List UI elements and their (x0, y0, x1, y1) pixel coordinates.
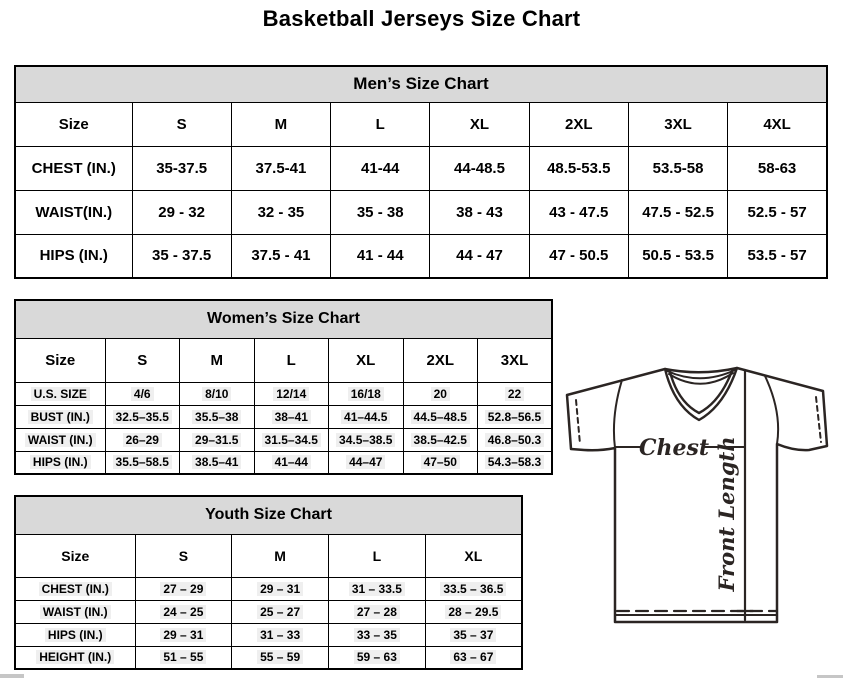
size-value-cell: 25 – 27 (232, 600, 329, 623)
table-title: Women’s Size Chart (15, 300, 552, 338)
size-value-cell: 43 - 47.5 (529, 190, 628, 234)
size-value-cell: 27 – 28 (329, 600, 426, 623)
size-column-header: L (254, 338, 329, 382)
size-value-cell: 53.5 - 57 (728, 234, 827, 278)
size-value-cell: 48.5-53.5 (529, 146, 628, 190)
row-label: WAIST(IN.) (15, 190, 132, 234)
size-corner-header: Size (15, 338, 105, 382)
size-value-cell: 31 – 33.5 (329, 577, 426, 600)
size-value-cell: 33.5 – 36.5 (425, 577, 522, 600)
row-label: HIPS (IN.) (15, 623, 135, 646)
row-label: HIPS (IN.) (15, 451, 105, 474)
size-value-cell: 31.5–34.5 (254, 428, 329, 451)
size-header-row (15, 338, 552, 382)
womens-size-chart (14, 299, 553, 473)
size-value-cell: 26–29 (105, 428, 180, 451)
size-value-cell: 37.5-41 (231, 146, 330, 190)
size-value-cell: 44–47 (329, 451, 404, 474)
size-value-cell: 29 – 31 (232, 577, 329, 600)
size-value-cell: 29 – 31 (135, 623, 232, 646)
row-label: CHEST (IN.) (15, 146, 132, 190)
size-value-cell: 52.8–56.5 (478, 405, 553, 428)
size-column-header: XL (430, 102, 529, 146)
table-row (15, 623, 522, 646)
size-value-cell: 29–31.5 (180, 428, 255, 451)
size-value-cell: 38–41 (254, 405, 329, 428)
horizontal-scrollbar-fragment-left[interactable] (0, 674, 24, 678)
size-column-header: S (132, 102, 231, 146)
size-value-cell: 35.5–58.5 (105, 451, 180, 474)
size-value-cell: 46.8–50.3 (478, 428, 553, 451)
size-header-row (15, 102, 827, 146)
size-value-cell: 28 – 29.5 (425, 600, 522, 623)
size-value-cell: 35 - 37.5 (132, 234, 231, 278)
size-value-cell: 24 – 25 (135, 600, 232, 623)
mens-chart-table (14, 65, 828, 279)
size-value-cell: 12/14 (254, 382, 329, 405)
size-value-cell: 47.5 - 52.5 (628, 190, 727, 234)
size-column-header: 2XL (403, 338, 478, 382)
size-value-cell: 47 - 50.5 (529, 234, 628, 278)
size-value-cell: 55 – 59 (232, 646, 329, 669)
size-value-cell: 27 – 29 (135, 577, 232, 600)
size-column-header: 4XL (728, 102, 827, 146)
size-value-cell: 44.5–48.5 (403, 405, 478, 428)
horizontal-scrollbar-fragment-right[interactable] (817, 675, 843, 678)
row-label: HEIGHT (IN.) (15, 646, 135, 669)
size-value-cell: 37.5 - 41 (231, 234, 330, 278)
size-value-cell: 20 (403, 382, 478, 405)
size-value-cell: 35.5–38 (180, 405, 255, 428)
table-row (15, 234, 827, 278)
size-value-cell: 44 - 47 (430, 234, 529, 278)
youth-size-chart (14, 495, 523, 670)
size-column-header: XL (329, 338, 404, 382)
size-value-cell: 54.3–58.3 (478, 451, 553, 474)
size-value-cell: 41-44 (331, 146, 430, 190)
table-row (15, 405, 552, 428)
size-value-cell: 33 – 35 (329, 623, 426, 646)
size-value-cell: 63 – 67 (425, 646, 522, 669)
size-column-header: S (135, 534, 232, 577)
size-header-row (15, 534, 522, 577)
size-corner-header: Size (15, 102, 132, 146)
size-value-cell: 32 - 35 (231, 190, 330, 234)
jersey-diagram-svg (558, 364, 840, 630)
size-value-cell: 38 - 43 (430, 190, 529, 234)
size-value-cell: 44-48.5 (430, 146, 529, 190)
size-value-cell: 16/18 (329, 382, 404, 405)
size-column-header: M (232, 534, 329, 577)
size-value-cell: 38.5–42.5 (403, 428, 478, 451)
size-value-cell: 58-63 (728, 146, 827, 190)
row-label: BUST (IN.) (15, 405, 105, 428)
table-row (15, 428, 552, 451)
size-column-header: XL (425, 534, 522, 577)
chest-label: Chest (638, 435, 710, 461)
size-column-header: S (105, 338, 180, 382)
size-value-cell: 32.5–35.5 (105, 405, 180, 428)
table-row (15, 577, 522, 600)
size-value-cell: 53.5-58 (628, 146, 727, 190)
row-label: HIPS (IN.) (15, 234, 132, 278)
row-label: U.S. SIZE (15, 382, 105, 405)
table-row (15, 646, 522, 669)
table-row (15, 451, 552, 474)
row-label: WAIST (IN.) (15, 600, 135, 623)
table-row (15, 190, 827, 234)
jersey-measurement-diagram (558, 364, 840, 630)
size-column-header: 2XL (529, 102, 628, 146)
size-value-cell: 4/6 (105, 382, 180, 405)
page-title: Basketball Jerseys Size Chart (262, 6, 581, 31)
youth-chart-table (14, 495, 523, 670)
size-value-cell: 35-37.5 (132, 146, 231, 190)
size-value-cell: 59 – 63 (329, 646, 426, 669)
size-value-cell: 34.5–38.5 (329, 428, 404, 451)
jersey-outline (567, 368, 827, 622)
table-row (15, 382, 552, 405)
size-value-cell: 41–44.5 (329, 405, 404, 428)
size-value-cell: 41 - 44 (331, 234, 430, 278)
size-column-header: M (180, 338, 255, 382)
size-column-header: 3XL (478, 338, 553, 382)
size-value-cell: 51 – 55 (135, 646, 232, 669)
size-value-cell: 22 (478, 382, 553, 405)
table-title: Men’s Size Chart (15, 66, 827, 102)
size-value-cell: 41–44 (254, 451, 329, 474)
size-value-cell: 29 - 32 (132, 190, 231, 234)
size-value-cell: 47–50 (403, 451, 478, 474)
size-value-cell: 50.5 - 53.5 (628, 234, 727, 278)
size-value-cell: 35 - 38 (331, 190, 430, 234)
table-row (15, 600, 522, 623)
size-column-header: L (329, 534, 426, 577)
size-column-header: 3XL (628, 102, 727, 146)
size-value-cell: 31 – 33 (232, 623, 329, 646)
row-label: CHEST (IN.) (15, 577, 135, 600)
womens-chart-table (14, 299, 553, 475)
table-title: Youth Size Chart (15, 496, 522, 534)
size-column-header: M (231, 102, 330, 146)
size-corner-header: Size (15, 534, 135, 577)
table-row (15, 146, 827, 190)
size-value-cell: 35 – 37 (425, 623, 522, 646)
size-value-cell: 38.5–41 (180, 451, 255, 474)
mens-size-chart (14, 65, 828, 276)
size-column-header: L (331, 102, 430, 146)
size-value-cell: 52.5 - 57 (728, 190, 827, 234)
front-length-label: Front Length (714, 436, 739, 592)
size-value-cell: 8/10 (180, 382, 255, 405)
row-label: WAIST (IN.) (15, 428, 105, 451)
